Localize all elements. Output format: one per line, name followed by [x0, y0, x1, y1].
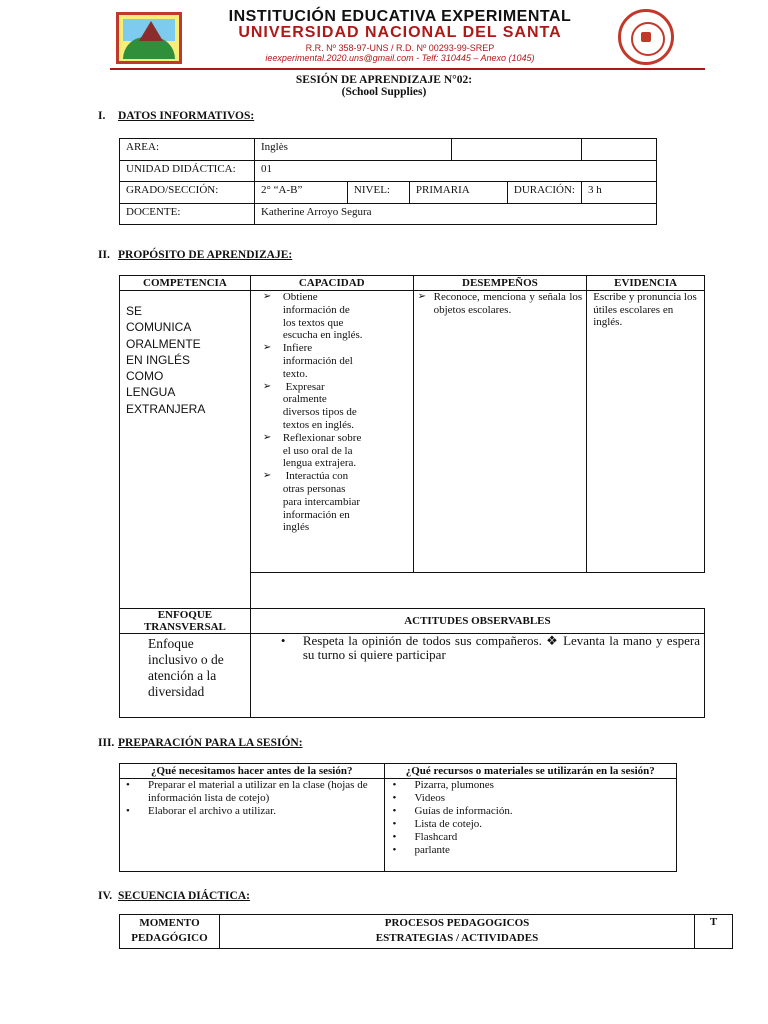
- contact-text: ieexperimental.2020.uns@gmail.com - Telf: 310445 – Anexo (1045): [265, 53, 535, 63]
- arrow-bullet-icon: ➢: [262, 342, 272, 354]
- docente-value: Katherine Arroyo Segura: [254, 204, 656, 225]
- arrow-bullet-icon: ➢: [262, 291, 272, 302]
- empty-cell: [250, 573, 704, 609]
- datos-table: [119, 138, 657, 225]
- proposito-table: [119, 275, 705, 718]
- header-procesos: PROCESOS PEDAGOGICOS ESTRATEGIAS / ACTIVIDADES: [219, 915, 694, 949]
- list-item: • Guías de información.: [392, 805, 513, 817]
- dot-bullet-icon: •: [392, 805, 397, 817]
- list-item: • Elaborar el archivo a utilizar.: [126, 805, 276, 817]
- header-enfoque: ENFOQUE TRANSVERSAL: [120, 609, 251, 634]
- dot-bullet-icon: •: [392, 831, 397, 843]
- list-item: ➢ Obtiene información de los textos que escucha en inglés.: [262, 291, 363, 342]
- section-number: I.: [98, 110, 106, 122]
- arrow-bullet-icon: ➢: [262, 380, 272, 392]
- competencia-line: EXTRANJERA: [126, 401, 206, 416]
- competencia-line: COMO: [126, 369, 164, 384]
- header-recursos: ¿Qué recursos o materiales se utilizarán en la sesión?: [384, 764, 676, 779]
- evidencia-cell: Escribe y pronuncia los útiles escolares en inglés.: [587, 291, 705, 573]
- arrow-bullet-icon: ➢: [262, 470, 272, 482]
- grado-label: GRADO/SECCIÓN:: [120, 182, 255, 204]
- header-actitudes: ACTITUDES OBSERVABLES: [250, 609, 704, 634]
- list-item: • Preparar el material a utilizar en la clase (hojas de información lista de cotejo): [126, 779, 368, 804]
- dot-bullet-icon: •: [280, 633, 286, 648]
- duracion-value: 3 h: [582, 182, 657, 204]
- list-item: • Pizarra, plumones: [392, 779, 494, 791]
- competencia-cell: [120, 291, 251, 609]
- desempeno-cell: [413, 291, 587, 573]
- section-title: SECUENCIA DIÁCTICA:: [118, 890, 250, 902]
- resolution-text: R.R. Nº 358-97-UNS / R.D. Nº 00293-99-SREP: [305, 43, 495, 53]
- competencia-line: ORALMENTE: [126, 336, 201, 351]
- dot-bullet-icon: •: [392, 779, 397, 791]
- header-desempenos: DESEMPEÑOS: [413, 276, 587, 291]
- section-number: III.: [98, 737, 115, 749]
- section-number: IV.: [98, 890, 113, 902]
- list-item: • Lista de cotejo.: [392, 818, 483, 830]
- docente-label: DOCENTE:: [120, 204, 255, 225]
- capacidad-list: [262, 291, 365, 534]
- nivel-value: PRIMARIA: [409, 182, 507, 204]
- desempeno-list: [417, 291, 583, 317]
- list-item: ➢ Reconoce, menciona y señala los objetos escolares.: [417, 291, 583, 316]
- section-title: PREPARACIÓN PARA LA SESIÓN:: [118, 737, 303, 749]
- recursos-list: [387, 779, 670, 857]
- unidad-label: UNIDAD DIDÁCTICA:: [120, 161, 255, 182]
- recursos-cell: [384, 779, 676, 872]
- area-label: AREA:: [120, 139, 255, 161]
- nivel-label: NIVEL:: [347, 182, 409, 204]
- unidad-value: 01: [254, 161, 656, 182]
- list-item: • Flashcard: [392, 831, 458, 843]
- header-evidencia: EVIDENCIA: [587, 276, 705, 291]
- dot-bullet-icon: •: [126, 805, 130, 817]
- section-1-heading: [98, 110, 254, 122]
- school-crest-icon: [116, 12, 182, 64]
- capacidad-cell: [250, 291, 413, 573]
- secuencia-table: [119, 914, 733, 949]
- competencia-line: LENGUA: [126, 385, 176, 400]
- dot-bullet-icon: •: [392, 818, 397, 830]
- list-item: ➢ Infiere información del texto.: [262, 342, 353, 380]
- header-momento: MOMENTO PEDAGÓGICO: [120, 915, 220, 949]
- list-item: ➢ Interactúa con otras personas para intercambiar información en inglés: [262, 470, 363, 534]
- competencia-line: COMUNICA: [126, 320, 192, 335]
- preparacion-table: [119, 763, 677, 872]
- area-value: Inglès: [254, 139, 451, 161]
- header-tiempo: T: [695, 915, 733, 949]
- section-title: PROPÓSITO DE APRENDIZAJE:: [118, 249, 293, 261]
- university-seal-icon: [618, 9, 674, 65]
- actitudes-value: Respeta la opinión de todos sus compañeros. ❖ Levanta la mano y espera su turno si quiere participar: [302, 633, 700, 662]
- list-item: ➢ Reflexionar sobre el uso oral de la lengua extrajera.: [262, 431, 362, 470]
- header-antes: ¿Qué necesitamos hacer antes de la sesión?: [120, 764, 385, 779]
- dot-bullet-icon: •: [392, 844, 397, 856]
- dot-bullet-icon: •: [392, 792, 397, 804]
- university-name: UNIVERSIDAD NACIONAL DEL SANTA: [238, 24, 562, 41]
- header-capacidad: CAPACIDAD: [250, 276, 413, 291]
- session-title: SESIÓN DE APRENDIZAJE N°02:: [295, 74, 473, 86]
- arrow-bullet-icon: ➢: [417, 291, 426, 302]
- section-3-heading: [98, 737, 303, 749]
- dot-bullet-icon: •: [126, 779, 130, 791]
- section-4-heading: [98, 890, 250, 902]
- actitudes-cell: [250, 634, 704, 718]
- list-item: • parlante: [392, 844, 450, 856]
- section-2-heading: [98, 249, 292, 261]
- competencia-line: SE: [126, 304, 143, 318]
- antes-cell: [120, 779, 385, 872]
- antes-list: [120, 779, 378, 818]
- arrow-bullet-icon: ➢: [262, 431, 272, 443]
- section-number: II.: [98, 249, 110, 261]
- list-item: • Videos: [392, 792, 446, 804]
- letterhead: [110, 6, 705, 70]
- competencia-line: EN INGLÉS: [126, 352, 191, 367]
- empty-cell: [451, 139, 581, 161]
- enfoque-value: Enfoque inclusivo o de atención a la diversidad: [120, 634, 251, 718]
- session-subtitle: (School Supplies): [341, 86, 427, 98]
- list-item: ➢ Expresar oralmente diversos tipos de textos en inglés.: [262, 380, 360, 431]
- section-title: DATOS INFORMATIVOS:: [118, 110, 255, 122]
- header-competencia: COMPETENCIA: [120, 276, 251, 291]
- institution-name: INSTITUCIÓN EDUCATIVA EXPERIMENTAL: [228, 8, 572, 25]
- empty-cell: [582, 139, 657, 161]
- grado-value: 2° “A-B”: [254, 182, 347, 204]
- duracion-label: DURACIÓN:: [507, 182, 581, 204]
